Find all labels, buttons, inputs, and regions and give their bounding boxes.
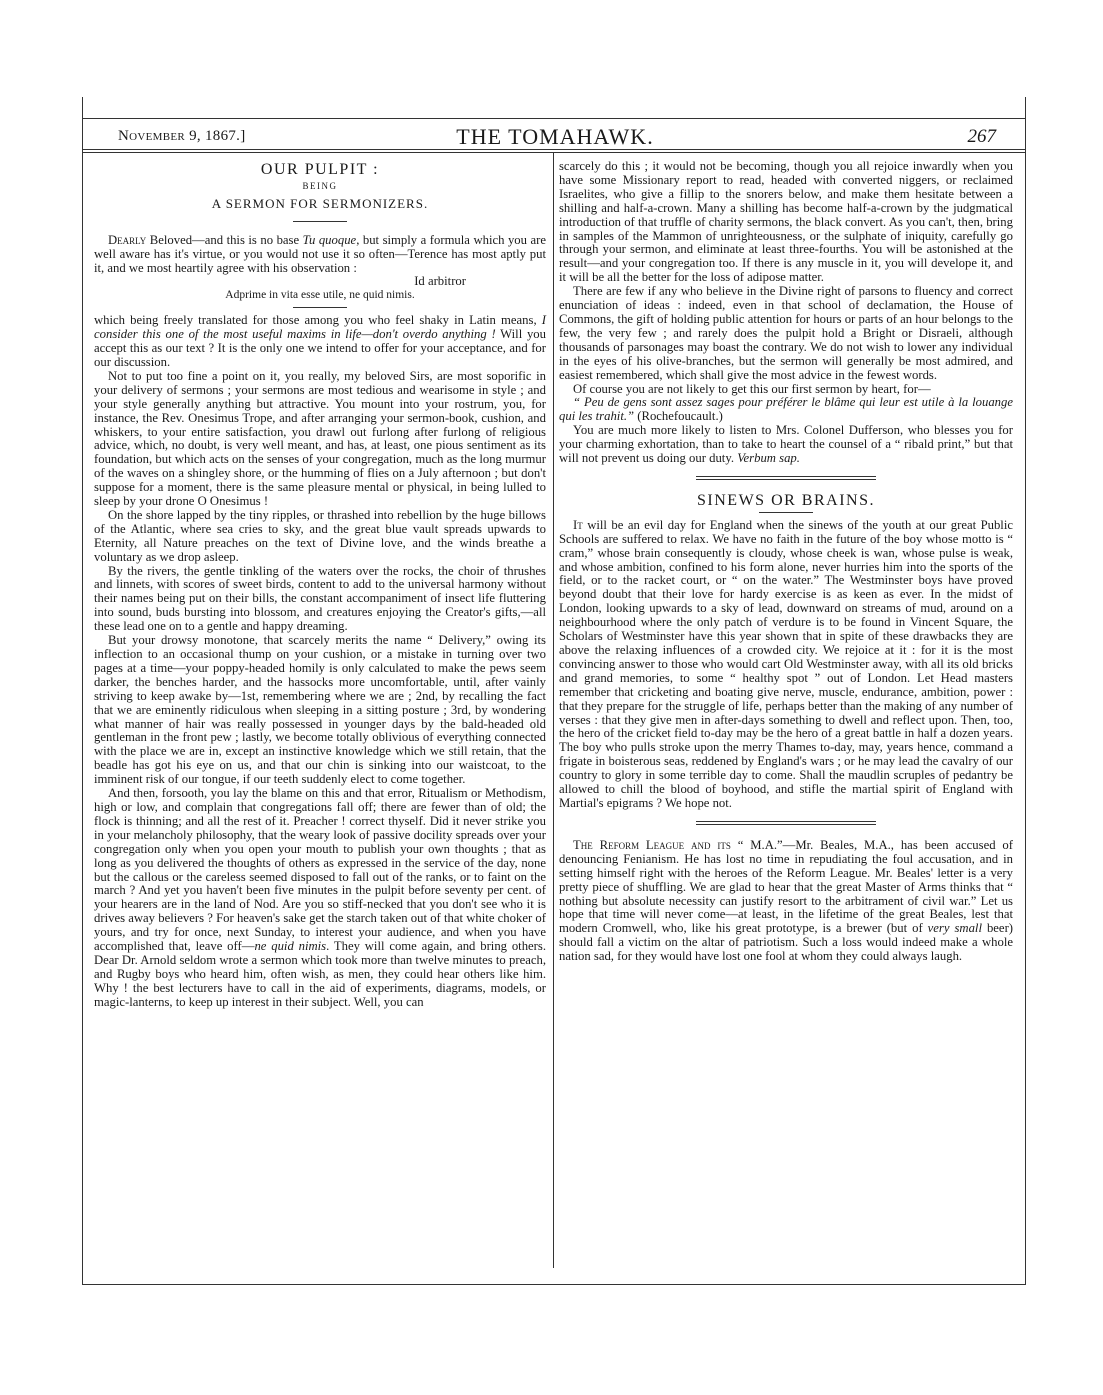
divider <box>293 221 347 222</box>
paragraph <box>94 234 546 276</box>
italic-run: ne quid nimis <box>254 939 327 954</box>
italic-run: Tu quoque <box>302 232 357 247</box>
text-run: You are much more likely to listen to Mrs. Colonel Dufferson, who blesses you for your charming exhortation, than to take to heart the counsel of a “ ribald print,” but that will not prevent us doing our duty. <box>559 423 1013 466</box>
paragraph <box>559 519 1013 811</box>
text-run: . They will come again, and bring others. Dear Dr. Arnold seldom wrote a sermon which took more than twelve minutes to preach, and Rugby boys who heard him, often wish, as men, they could hear others like him. Why ! the best lecturers have to call in the aid of experiments, diagrams, models, or magic-lanterns, to keep up interest in their subject. Well, you can <box>94 939 547 1009</box>
paragraph: By the rivers, the gentle tinkling of the waters over the rocks, the choir of thrushes and linnets, with scores of sweet birds, content to add to the universal harmony without their names being put on their bills, the constant accompaniment of insect life fluttering into sound, buds bursting into blossom, and creatures enjoying the Creator's gifts,—all these lead one on to a gentle and happy dreaming. <box>94 563 546 634</box>
section-divider <box>696 821 876 825</box>
newspaper-title: THE TOMAHAWK. <box>456 124 654 149</box>
lead-word: It <box>573 517 583 532</box>
text-run: “ M.A.”—Mr. Beales, M.A., has been accused of denouncing Fenianism. He has lost no time in repudiating the foul accusation, and in setting himself right with the heroes of the Reform League. Mr. Beales' letter is a very pretty piece of shuffling. We are glad to hear that the great Master of Arms thinks that “ nothing but absolute necessity can justify resort to the arbitrament of civil war.” Let us hope that time will never come—at least, in the lifetime of the great Beales, lest that modern Cromwell, who, like his great prototype, is a brewer (but of <box>559 837 1013 936</box>
paragraph <box>559 424 1013 466</box>
paragraph: On the shore lapped by the tiny ripples, or thrashed into rebellion by the huge billows of the Atlantic, where sea cries to sky, and the great blue vault spreads upwards to Eternity, all Nature preaches on the text of Divine love, and the winds breathe a voluntary as we drop asleep. <box>94 507 546 564</box>
paragraph: But your drowsy monotone, that scarcely merits the name “ Delivery,” owing its inflection to an occasional thump on your cushion, or a mistake in turning over two pages at a time—your poppy-headed homily is only calculated to make the pews seem darker, the benches harder, and the hassocks more uncomfortable, until, after vainly striving to keep awake by—1st, remembering where we are ; 2nd, by recalling the fact that we are eminently ridiculous when sleeping in a sitting posture ; 3rd, by wondering what manner of hair was really possessed in younger days by the bald-headed old gentleman in the front pew ; lastly, we become totally oblivious of everything connected with the place we are in, except an instinctive knowledge which we still retain, that the beadle has got his eye on us, and that our chin is sinking into our waistcoat, to the imminent risk of our tongue, if our teeth suddenly elect to come together. <box>94 633 546 787</box>
right-column <box>559 160 1013 964</box>
masthead <box>90 126 1020 150</box>
page-number: 267 <box>967 126 996 147</box>
article-title: OUR PULPIT : <box>260 161 380 178</box>
text-run: (Rochefoucault.) <box>634 409 723 424</box>
section-divider <box>696 476 876 480</box>
paragraph: There are few if any who believe in the Divine right of parsons to fluency and correct enunciation of ideas : indeed, even in that school of declamation, the House of Commons, the gift of holding public attention for hours or parts of an hour belongs to the few, the very few ; and rarely does the pulpit hold a Bright or Disraeli, although thousands of parsonages may boast the contrary. We do not wish to lower any individual in the eyes of his olive-branches, but the sermon will generally be most admired, and easiest remembered, which shall give the most advice in the fewest words. <box>559 284 1013 382</box>
paragraph <box>559 396 1013 424</box>
masthead-rule <box>82 152 1026 153</box>
paragraph: Of course you are not likely to get this our first sermon by heart, for— <box>573 381 931 396</box>
italic-run: I consider this one of the most useful maxims in life—don't overdo anything ! <box>94 313 546 342</box>
top-rule <box>82 118 1026 119</box>
paragraph <box>94 314 546 370</box>
text-run: which being freely translated for those among you who feel shaky in Latin means, <box>94 313 542 328</box>
italic-run: very small <box>927 921 982 936</box>
paragraph: Not to put too fine a point on it, you really, my beloved Sirs, are most soporific in your delivery of sermons ; your sermons are most tedious and wearisome in style ; and your style generally anything but attractive. You mount into your rostrum, you, for instance, the Rev. Onesimus Trope, and after arranging your sermon-book, cushion, and whiskers, to your entire satisfaction, you drawl out furlong after furlong of religious advice, which, no doubt, is very well meant, and has, at least, one pious sentiment as its foundation, but which acts on the senses of your congregation, much as the long murmur of the waves on a shingley shore, or the humming of flies on a July afternoon ; but don't suppose for a moment, there is the same pleasure mental or physical, in being lulled to sleep by your drone O Onesimus ! <box>94 368 546 509</box>
lead-words: The Reform League and its <box>573 837 731 852</box>
column-divider <box>553 152 554 1268</box>
paragraph <box>559 839 1013 964</box>
left-column <box>94 160 546 1010</box>
article-being: BEING <box>302 180 338 191</box>
italic-quote: “ Peu de gens sont assez sages pour préférer le blâme qui leur est utile à la louange qui les trahit.” <box>559 395 1013 424</box>
verse-line: Adprime in vita esse utile, ne quid nimis. <box>225 289 415 302</box>
text-run: Beloved—and this is no base <box>146 232 303 247</box>
text-run: And then, forsooth, you lay the blame on this and that error, Ritualism or Methodism, high or low, and complain that congregations fall off; there are fewer than of old; the flock is thinning; and all the rest of it. Preacher ! correct thyself. Did it never strike you in your melancholy philosophy, that the weary look of passive docility spreads over your congregation only when you open your mouth to publish your own thoughts ; that as long as you delivered the thoughts of others as expressed in the service of the day, none but the callous or the careless seemed disposed to fall out of the ranks, or to faint on the march ? And yet you haven't been five minutes in the pulpit before seventy per cent. of your hearers are in the land of Nod. Are you so stiff-necked that you don't see who it is drives away believers ? For heaven's sake get the starch taken out of that white choker of yours, and try for once, next Sunday, to interest your audience, and when you have accomplished that, leave off— <box>94 786 546 954</box>
issue-date: November 9, 1867.] <box>118 128 246 144</box>
text-run: , but simply a formula which you are well aware has it's virtue, or you would not use it so often—Terence has most aptly put it, and we most heartily agree with his observation : <box>94 232 546 275</box>
lead-word: Dearly <box>108 232 147 247</box>
text-run: will be an evil day for England when the sinews of the youth at our great Public Schools are suffered to relax. We have no faith in the future of the boy whose motto is “ cram,” whose brain consequently is cloudy, whose cheek is wan, whose pulse is weak, and whose ambition, confined to his form alone, never hurries him into the sports of the field, or to the racket court, or “ on the water.” The Westminster boys have proved beyond doubt that their love for hardy exercise is as keen as ever. In the midst of London, looking upwards to a sky of lead, downward on streams of mud, around on a neighbourhood where the only patch of verdure is to be found in Vincent Square, the Scholars of Westminster have this year shown that in spite of these drawbacks they are above the relaxing influences of a crowded city. We rejoice at it : for it is the most convincing answer to those who would cart Old Westminster away, with all its old bricks and grand memories, to some “ healthy spot ” out of London. Let Head masters remember that cricketing and boating give nerve, muscle, endurance, ambition, power : that they prepare for the struggle of life, perhaps better than the making of any number of verses : that they give men in after-days something to dwell and reflect upon. Then, too, the hero of the cricket field to-day may be the hero of a great battle in half a dozen years. The boy who pulls stroke upon the merry Thames to-day, may, years hence, command a frigate in boisterous seas, reddened by England's wars ; or he may lead the cavalry of our country to glory in some terrible day to come. Shall the maudlin scruples of pedantry be allowed to chill the blood of boyhood, and stifle the martial spirit of England with Martial's epigrams ? We hope not. <box>559 517 1013 810</box>
masthead-rule <box>82 149 1026 150</box>
text-run: Will you accept this as our text ? It is the only one we intend to offer for your acceptance, and for our discussion. <box>94 327 546 369</box>
article-title: SINEWS OR BRAINS. <box>697 491 875 509</box>
paragraph <box>94 787 546 1010</box>
text-run: beer) should fall a victim on the altar of patriotism. Such a loss would indeed make a whole nation sad, for they would have lost one fool at whom they could always laugh. <box>559 921 1014 964</box>
divider <box>293 307 347 308</box>
article-subtitle: A SERMON FOR SERMONIZERS. <box>211 195 429 211</box>
italic-run: Verbum sap. <box>737 451 800 466</box>
paragraph: scarcely do this ; it would not be becoming, though you all rejoice inwardly when you have some Missionary report to read, headed with converted niggers, or reclaimed Israelites, who give a fillip to the snorers below, and make them hesitate between a shilling and half-a-crown. Many a shilling has become half-a-crown by the judgmatical introduction of that truffle of charity sermons, the black convert. As you can't, then, bring in samples of the Mammon of unrighteousness, or the sulphate of iniquity, carefully go through your sermon, and eliminate at least three-fourths. You will be astonished at the result—and your congregation too. If there is any muscle in it, you will develope it, and it will be all the better for the loss of adipose matter. <box>559 159 1013 285</box>
verse-line: Id arbitror <box>414 274 466 289</box>
divider <box>759 512 813 513</box>
